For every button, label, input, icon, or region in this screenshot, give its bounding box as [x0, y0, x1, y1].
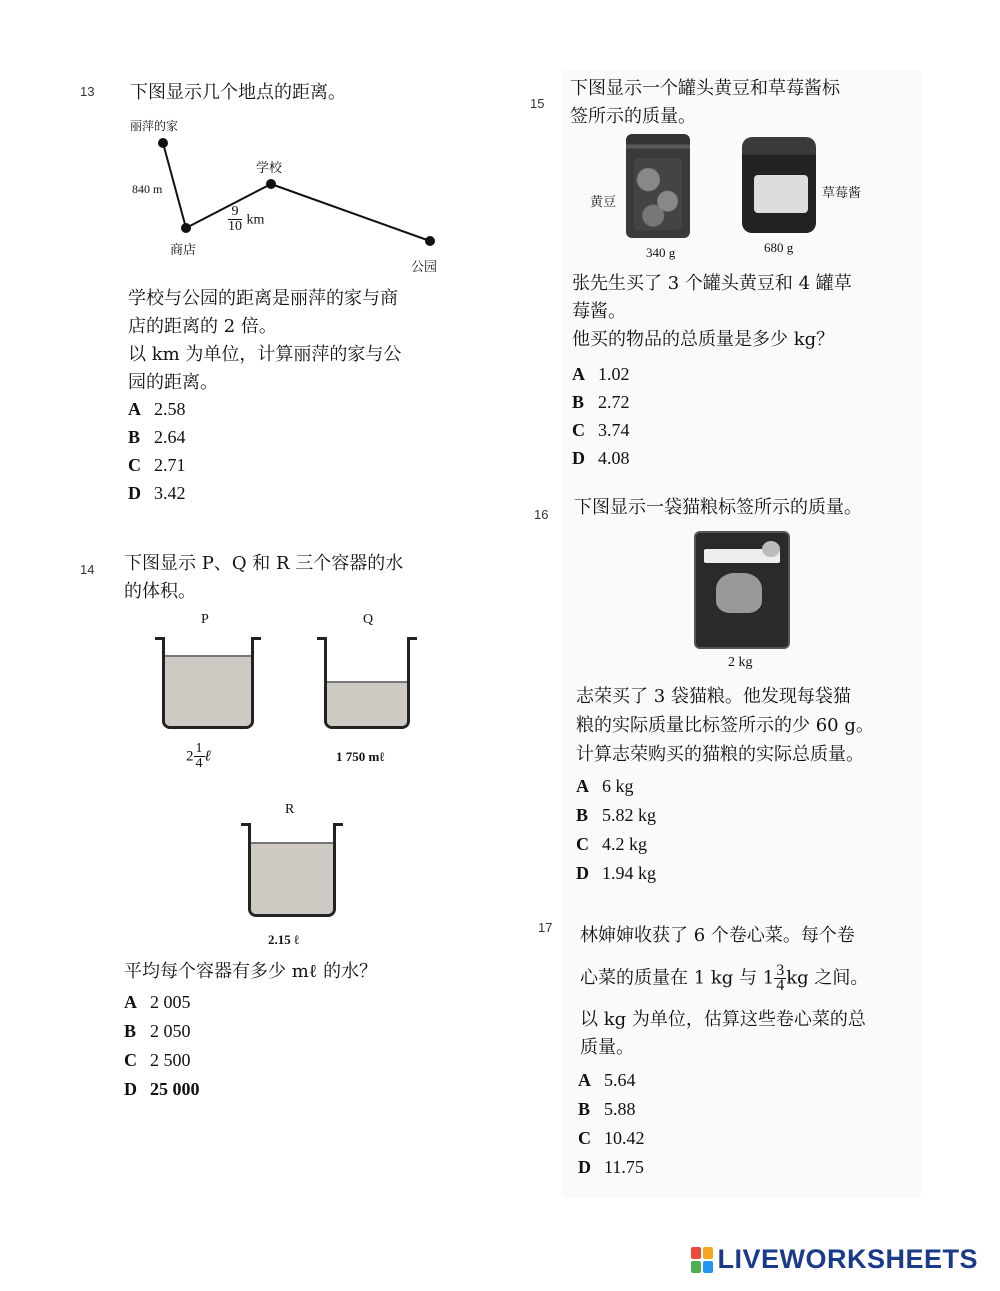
q15-prompt-line-1: 下图显示一个罐头黄豆和草莓酱标	[570, 78, 840, 99]
q16-prompt: 下图显示一袋猫粮标签所示的质量。	[574, 497, 862, 518]
q17-option-a[interactable]: A 5.64	[578, 1070, 636, 1090]
q16-option-c[interactable]: C 4.2 kg	[576, 834, 647, 854]
label-distance-fraction: $\frac{9}{10}$ km	[228, 204, 265, 234]
cat-picture	[716, 573, 762, 613]
question-14-number: 14	[80, 562, 95, 577]
q15-text-line-3: 他买的物品的总质量是多少 kg？	[572, 329, 835, 350]
route-school-park	[271, 184, 430, 241]
container-r	[248, 826, 336, 917]
q16-text-line-3: 计算志荣购买的猫粮的实际总质量。	[576, 744, 864, 765]
container-p-volume: 2 $\frac{1}{4}$ ℓ	[186, 741, 211, 771]
park-point	[425, 236, 435, 246]
q15-text-line-1: 张先生买了 3 个罐头黄豆和 4 罐草	[572, 273, 852, 294]
q15-text-line-2: 莓酱。	[572, 301, 626, 322]
q13-option-d[interactable]: D 3.42	[128, 483, 186, 503]
q17-text-line-3: 以 kg 为单位，估算这些卷心菜的总	[580, 1009, 866, 1030]
q16-option-a[interactable]: A 6 kg	[576, 776, 634, 796]
q14-question: 平均每个容器有多少 mℓ 的水？	[124, 961, 378, 982]
container-q	[324, 640, 410, 729]
logo-square-4	[703, 1261, 713, 1273]
liveworksheets-logo[interactable]	[691, 1244, 978, 1275]
question-16-number: 16	[534, 507, 549, 522]
container-q-volume: 1 750 mℓ	[336, 749, 385, 764]
jam-label: 草莓酱	[822, 186, 862, 201]
q14-prompt-line-1: 下图显示 P、Q 和 R 三个容器的水	[124, 553, 404, 574]
q13-text-line-1: 学校与公园的距离是丽萍的家与商	[128, 288, 398, 309]
jam-mass: 680 g	[764, 240, 794, 255]
q13-text-line-4: 园的距离。	[128, 372, 218, 393]
q13-option-c[interactable]: C 2.71	[128, 455, 186, 475]
q16-text-line-2: 粮的实际质量比标签所示的少 60 g。	[576, 715, 874, 736]
q14-option-c[interactable]: C 2 500	[124, 1050, 191, 1070]
label-shop: 商店	[170, 243, 197, 258]
q16-text-line-1: 志荣买了 3 袋猫粮。他发现每袋猫	[576, 686, 851, 707]
q17-option-c[interactable]: C 10.42	[578, 1128, 645, 1148]
shop-point	[181, 223, 191, 233]
school-point	[266, 179, 276, 189]
question-17-number: 17	[538, 920, 553, 935]
q14-option-d[interactable]: D 25 000	[124, 1079, 200, 1099]
q15-option-d[interactable]: D 4.08	[572, 448, 630, 468]
liveworksheets-logo-text: LIVEWORKSHEETS	[717, 1244, 978, 1274]
container-r-water	[251, 842, 333, 914]
cat-food-bag-image	[694, 531, 790, 649]
label-school: 学校	[256, 161, 283, 176]
q14-prompt-line-2: 的体积。	[124, 581, 196, 602]
cat-food-mass: 2 kg	[728, 655, 753, 670]
q15-option-b[interactable]: B 2.72	[572, 392, 630, 412]
question-15-number: 15	[530, 96, 545, 111]
q16-option-d[interactable]: D 1.94 kg	[576, 863, 656, 883]
container-q-water	[327, 681, 407, 726]
q17-option-d[interactable]: D 11.75	[578, 1157, 644, 1177]
label-840m: 840 m	[132, 182, 163, 196]
logo-square-3	[691, 1261, 701, 1273]
route-home-shop	[163, 143, 186, 228]
liveworksheets-logo-icon	[691, 1247, 713, 1273]
soybean-mass: 340 g	[646, 245, 676, 260]
container-p-water	[165, 655, 251, 726]
home-point	[158, 138, 168, 148]
container-r-label: R	[285, 802, 295, 817]
soybean-label: 黄豆	[590, 195, 617, 210]
q13-option-a[interactable]: A 2.58	[128, 399, 186, 419]
q14-option-b[interactable]: B 2 050	[124, 1021, 191, 1041]
soybean-can-beans	[634, 158, 682, 230]
q13-text-line-3: 以 km 为单位，计算丽萍的家与公	[128, 344, 402, 365]
q17-text-line-2: 心菜的质量在 1 kg 与 1 $\frac{3}{4}$ kg 之间。	[580, 962, 869, 994]
cat-food-bowl	[762, 541, 780, 557]
container-r-volume: 2.15 ℓ	[268, 932, 299, 947]
q16-option-b[interactable]: B 5.82 kg	[576, 805, 656, 825]
q15-prompt-line-2: 签所示的质量。	[570, 106, 696, 127]
container-p-label: P	[201, 612, 209, 627]
container-q-label: Q	[363, 612, 374, 627]
question-13-prompt: 下图显示几个地点的距离。	[130, 82, 346, 103]
q15-option-a[interactable]: A 1.02	[572, 364, 630, 384]
jam-jar-label	[754, 175, 808, 213]
container-p	[162, 640, 254, 729]
q13-option-b[interactable]: B 2.64	[128, 427, 186, 447]
q17-option-b[interactable]: B 5.88	[578, 1099, 636, 1119]
jam-jar-image	[742, 137, 816, 233]
logo-square-1	[691, 1247, 701, 1259]
soybean-can-image	[626, 134, 690, 238]
q14-option-a[interactable]: A 2 005	[124, 992, 191, 1012]
q13-text-line-2: 店的距离的 2 倍。	[128, 316, 277, 337]
question-13-number: 13	[80, 84, 95, 99]
q17-text-line-4: 质量。	[580, 1037, 634, 1058]
q15-option-c[interactable]: C 3.74	[572, 420, 630, 440]
q17-text-line-1: 林婶婶收获了 6 个卷心菜。每个卷	[580, 925, 855, 946]
label-park: 公园	[411, 260, 438, 275]
label-home: 丽萍的家	[130, 119, 179, 133]
logo-square-2	[703, 1247, 713, 1259]
